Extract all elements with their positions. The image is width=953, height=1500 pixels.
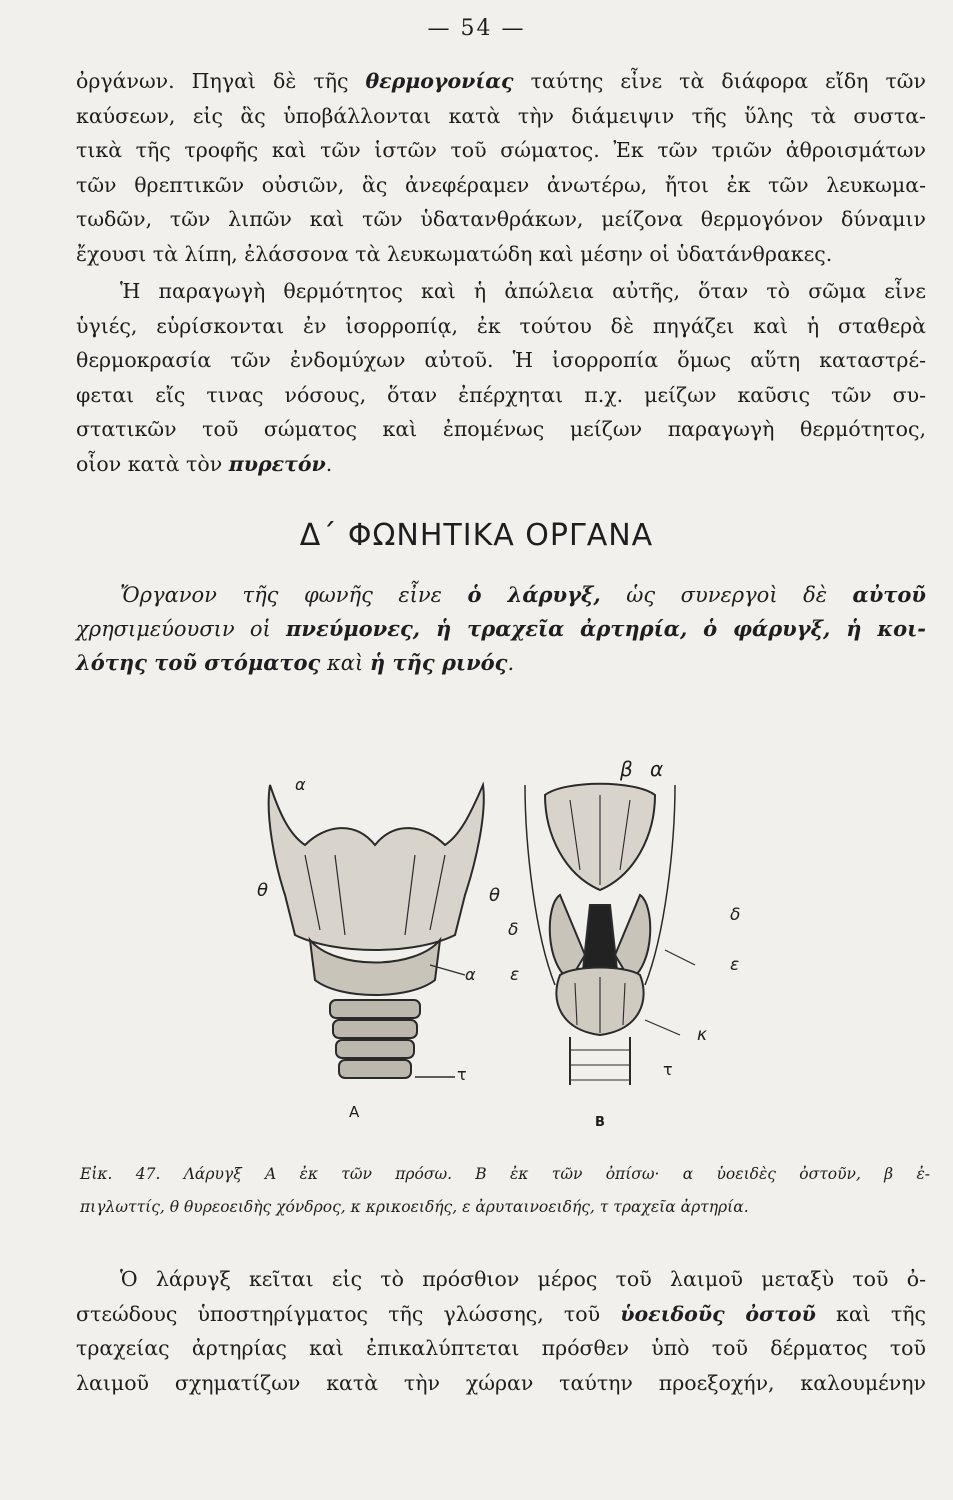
thyroid-cartilage [269,785,484,950]
text-line: χρησιμεύουσιν οἱ πνεύμονες, ἡ τραχεῖα ἀρτηρία, ὁ φάρυγξ, ἡ κοι- [76,616,926,641]
text-line: οἷον κατὰ τὸν πυρετόν. [76,451,333,476]
trachea-ring [333,1020,417,1038]
label-a-top-right: α [650,757,664,781]
label-e-left: ε [510,965,520,985]
paragraph-thermogenesis [76,64,926,271]
label-theta-right: θ [489,885,501,906]
emphasis-term: πυρετόν [228,451,326,476]
text-line: φεται εἴς τινας νόσους, ὅταν ἐπέρχηται π.χ. μείζων καῦσις τῶν συ- [76,382,926,407]
label-a-side: α [465,965,476,984]
paragraph-larynx-position [76,1262,926,1400]
trachea-ring [330,1000,420,1018]
label-delta-left: δ [508,920,519,940]
glottis [583,905,617,970]
caption-line: πιγλωττίς, θ θυρεοειδὴς χόνδρος, κ κρικοειδής, ε ἀρυταινοειδής, τ τραχεῖα ἀρτηρία. [80,1198,749,1216]
text-line: Ἡ παραγωγὴ θερμότητος καὶ ἡ ἀπώλεια αὐτῆς, ὅταν τὸ σῶμα εἶνε [120,279,926,303]
text-line: θερμοκρασία τῶν ἐνδομύχων αὐτοῦ. Ἡ ἰσορροπία ὅμως αὕτη καταστρέ- [76,348,926,372]
trachea-ring [339,1060,411,1078]
text-line: ἔχουσι τὰ λίπη, ἐλάσσονα τὰ λευκωματώδη καὶ μέσην οἱ ὑδατάνθρακες. [76,241,833,266]
arytenoid-left [550,895,585,980]
text-line: ὑγιές, εὑρίσκονται ἐν ἰσορροπίᾳ, ἐκ τούτου δὲ πηγάζει καὶ ἡ σταθερὰ [76,313,926,338]
emphasis-term: θερμογονίας [365,69,514,93]
text-line: στατικῶν τοῦ σώματος καὶ ἐπομένως μείζων παραγωγὴ θερμότητος, [76,417,926,441]
label-k: κ [697,1025,708,1045]
section-heading: Δ΄ ΦΩΝΗΤΙΚΑ ΟΡΓΑΝΑ [299,518,654,553]
text-line: Ὁ λάρυγξ κεῖται εἰς τὸ πρόσθιον μέρος τοῦ λαιμοῦ μεταξὺ τοῦ ὀ- [120,1267,926,1291]
page-number: — 54 — [427,16,526,41]
label-t-right: τ [663,1060,673,1079]
caption-line: Εἰκ. 47. Λάρυγξ Α ἐκ τῶν πρόσω. Β ἐκ τῶν ὀπίσω· α ὑοειδὲς ὀστοῦν, β ἐ- [80,1165,930,1183]
paragraph-heat-balance [76,274,926,481]
text-line: τικὰ τῆς τροφῆς καὶ τῶν ἱστῶν τοῦ σώματος. Ἐκ τῶν τριῶν ἀθροισμάτων [76,138,926,162]
text-line: λότης τοῦ στόματος καὶ ἡ τῆς ρινός. [76,650,515,675]
text-line: Ὄργανον τῆς φωνῆς εἶνε ὁ λάρυγξ, ὡς συνεργοὶ δὲ αὐτοῦ [120,582,926,607]
text-line: τωδῶν, τῶν λιπῶν καὶ τῶν ὑδατανθράκων, μείζονα θερμογόνον δύναμιν [76,207,926,231]
text-line: τραχείας ἀρτηρίας καὶ ἐπικαλύπτεται πρόσθεν ὑπὸ τοῦ δέρματος τοῦ [76,1336,926,1360]
trachea-ring [336,1040,414,1058]
figure-caption [80,1158,930,1224]
panel-label-b: B [595,1115,605,1130]
emphasis-term: ὑοειδοῦς ὀστοῦ [620,1301,816,1326]
text-line: ὀργάνων. Πηγαὶ δὲ τῆς θερμογονίας ταύτης εἶνε τὰ διάφορα εἴδη τῶν [76,69,926,93]
label-theta-left: θ [257,880,269,901]
text-line: λαιμοῦ σχηματίζων κατὰ τὴν χώραν ταύτην προεξοχήν, καλουμένην [76,1370,926,1395]
label-delta-right: δ [730,905,741,925]
paragraph-vocal-organs [76,578,926,680]
panel-label-a: A [349,1103,360,1121]
label-e-right: ε [730,955,740,975]
text-line: τῶν θρεπτικῶν οὐσιῶν, ἃς ἀνεφέραμεν ἀνωτέρω, ἤτοι ἐκ τῶν λευκωμα- [76,172,926,197]
label-t-left: τ [457,1065,467,1084]
label-a-top: α [295,775,306,794]
arytenoid-right [615,895,650,980]
text-line: καύσεων, εἰς ἃς ὑποβάλλονται κατὰ τὴν διάμειψιν τῆς ὕλης τὰ συστα- [76,103,926,128]
larynx-figure [225,755,745,1135]
label-b-top: β [620,757,633,781]
text-line: στεώδους ὑποστηρίγματος τῆς γλώσσης, τοῦ ὑοειδοῦς ὀστοῦ καὶ τῆς [76,1301,926,1326]
trachea-back [570,1037,630,1085]
